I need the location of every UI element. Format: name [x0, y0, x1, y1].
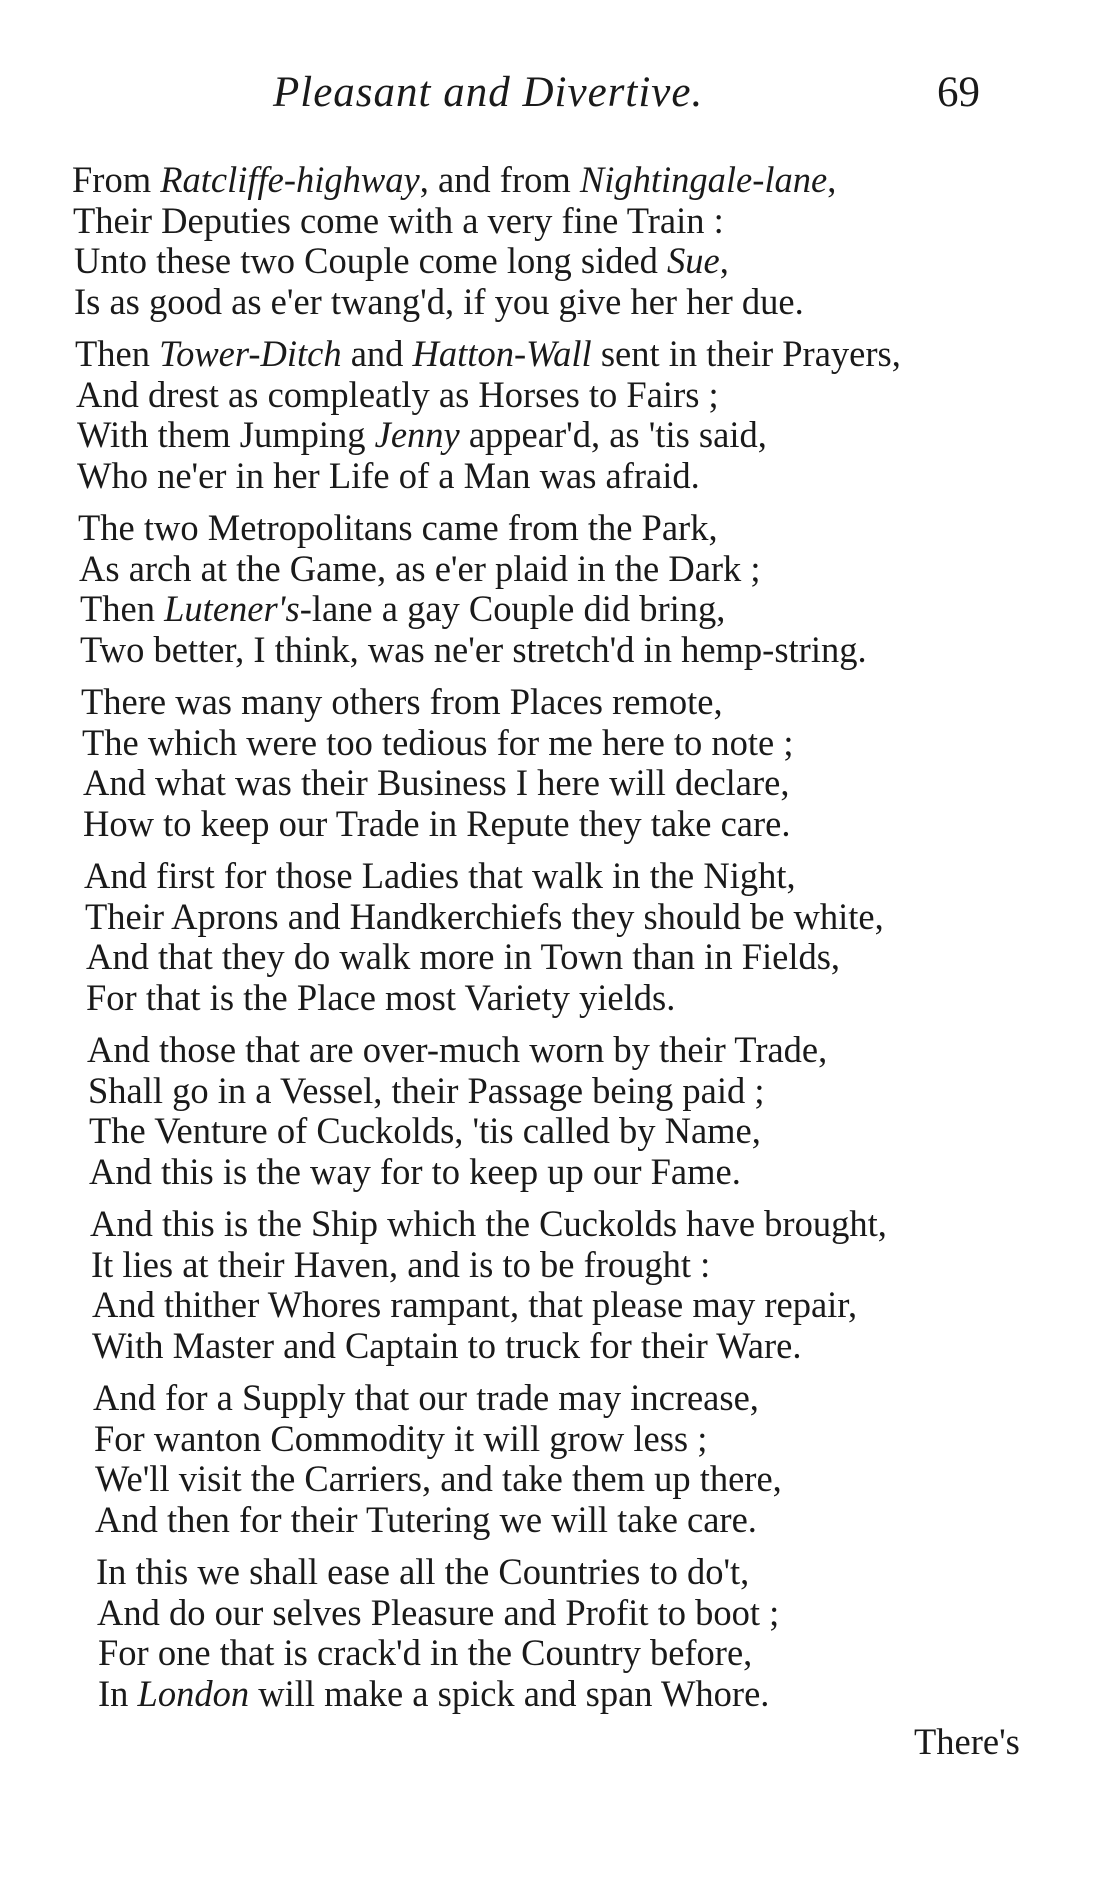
stanza	[72, 1204, 1032, 1366]
verse-text: will make a spick and span Whore.	[249, 1672, 770, 1714]
verse-text: , and from	[419, 159, 580, 200]
verse-text: sent in their Prayers,	[591, 333, 901, 374]
verse-line	[72, 1030, 1032, 1071]
verse-text: In	[98, 1672, 138, 1714]
page-number: 69	[937, 69, 980, 116]
verse-line	[72, 937, 1032, 978]
verse-line	[72, 589, 1032, 630]
italic-name: Sue	[667, 240, 720, 281]
verse-line	[72, 1419, 1032, 1460]
verse-text: And that they do walk more in Town than in Fields,	[86, 936, 841, 977]
verse-text: And what was their Business I here will declare,	[83, 762, 790, 803]
verse-text: And those that are over-much worn by their Trade,	[87, 1029, 828, 1070]
verse-text: For one that is crack'd in the Country before,	[98, 1632, 753, 1673]
verse-text: And drest as compleatly as Horses to Fairs ;	[76, 373, 719, 415]
verse-text: And thither Whores rampant, that please may repair,	[92, 1284, 858, 1325]
verse-text: With Master and Captain to truck for their Ware.	[92, 1324, 802, 1366]
stanza	[72, 682, 1032, 844]
verse-text: ,	[827, 159, 837, 200]
verse-text: And do our selves Pleasure and Profit to boot ;	[97, 1591, 780, 1633]
verse-text: Shall go in a Vessel, their Passage being paid ;	[88, 1069, 765, 1111]
stanza	[72, 334, 1032, 496]
italic-name: Nightingale-lane	[579, 159, 828, 200]
verse-text: Who ne'er in her Life of a Man was afraid.	[77, 454, 700, 496]
verse-line	[72, 1633, 1032, 1674]
catchword: There's	[914, 1721, 1020, 1762]
verse-line	[72, 160, 1032, 201]
verse-text: There was many others from Places remote,	[81, 681, 723, 722]
verse-text: appear'd, as 'tis said,	[459, 414, 767, 455]
verse-line	[72, 1245, 1032, 1286]
stanza	[72, 1552, 1032, 1714]
verse-line	[72, 897, 1032, 938]
italic-name: Ratcliffe-highway	[160, 159, 420, 200]
verse-line	[72, 682, 1032, 723]
verse-line	[72, 456, 1032, 497]
verse-text: And then for their Tutering we will take care.	[95, 1498, 757, 1540]
verse-text: And for a Supply that our trade may increase,	[93, 1377, 759, 1418]
verse-text: Then	[75, 333, 160, 374]
verse-text: Their Aprons and Handkerchiefs they should be white,	[85, 895, 884, 937]
verse-text: The Venture of Cuckolds, 'tis called by Name,	[89, 1110, 761, 1151]
verse-text: It lies at their Haven, and is to be frought :	[91, 1243, 711, 1285]
verse-line	[72, 415, 1032, 456]
verse-text: And this is the Ship which the Cuckolds have brought,	[90, 1203, 887, 1244]
verse-text: The which were too tedious for me here to note ;	[82, 721, 794, 763]
verse-line	[72, 630, 1032, 671]
verse-line	[72, 1111, 1032, 1152]
verse-line	[72, 856, 1032, 897]
verse-text: Their Deputies come with a very fine Train :	[73, 199, 724, 241]
verse-text: With them Jumping	[77, 414, 375, 455]
italic-name: Jenny	[374, 414, 460, 455]
verse-line	[72, 1552, 1032, 1593]
verse-text: Then	[80, 588, 165, 629]
verse-text: For wanton Commodity it will grow less ;	[94, 1417, 708, 1459]
italic-name: Hatton-Wall	[412, 333, 592, 374]
verse-line	[72, 375, 1032, 416]
verse-text: For that is the Place most Variety yields.	[86, 976, 676, 1018]
verse-text: Unto these two Couple come long sided	[74, 240, 668, 281]
verse-text: Is as good as e'er twang'd, if you give her her due.	[74, 280, 804, 322]
verse-line	[72, 508, 1032, 549]
verse-line	[72, 1152, 1032, 1193]
running-title: Pleasant and Divertive.	[273, 69, 704, 116]
verse-line	[72, 1674, 1032, 1715]
verse-text: As arch at the Game, as e'er plaid in the Dark ;	[79, 547, 761, 589]
verse-line	[72, 1593, 1032, 1634]
verse-text: And first for those Ladies that walk in the Night,	[84, 855, 796, 896]
verse-line	[72, 763, 1032, 804]
stanza	[72, 856, 1032, 1018]
verse-line	[72, 282, 1032, 323]
verse-line	[72, 1204, 1032, 1245]
verse-text: From	[72, 159, 161, 200]
italic-name: London	[137, 1672, 250, 1714]
verse-line	[72, 1285, 1032, 1326]
poem-body	[72, 160, 1032, 1726]
verse-text: In this we shall ease all the Countries to do't,	[96, 1551, 750, 1592]
verse-text: And this is the way for to keep up our Fame.	[89, 1150, 741, 1192]
verse-line	[72, 1378, 1032, 1419]
italic-name: Lutener's	[164, 588, 300, 629]
stanza	[72, 160, 1032, 322]
stanza	[72, 508, 1032, 670]
running-head	[0, 68, 1094, 128]
verse-line	[72, 978, 1032, 1019]
verse-text: How to keep our Trade in Repute they take care.	[83, 802, 791, 844]
verse-line	[72, 1500, 1032, 1541]
verse-text: The two Metropolitans came from the Park,	[78, 507, 718, 548]
verse-text: -lane a gay Couple did bring,	[299, 588, 726, 629]
verse-line	[72, 723, 1032, 764]
verse-line	[72, 201, 1032, 242]
verse-text: and	[341, 333, 413, 374]
stanza	[72, 1378, 1032, 1540]
verse-line	[72, 1459, 1032, 1500]
verse-text: We'll visit the Carriers, and take them up there,	[95, 1458, 782, 1499]
stanza	[72, 1030, 1032, 1192]
italic-name: Tower-Ditch	[159, 333, 342, 374]
verse-line	[72, 241, 1032, 282]
verse-line	[72, 334, 1032, 375]
verse-line	[72, 804, 1032, 845]
verse-line	[72, 1071, 1032, 1112]
verse-text: Two better, I think, was ne'er stretch'd in hemp-string.	[80, 628, 867, 670]
verse-line	[72, 549, 1032, 590]
verse-line	[72, 1326, 1032, 1367]
verse-text: ,	[719, 240, 729, 281]
